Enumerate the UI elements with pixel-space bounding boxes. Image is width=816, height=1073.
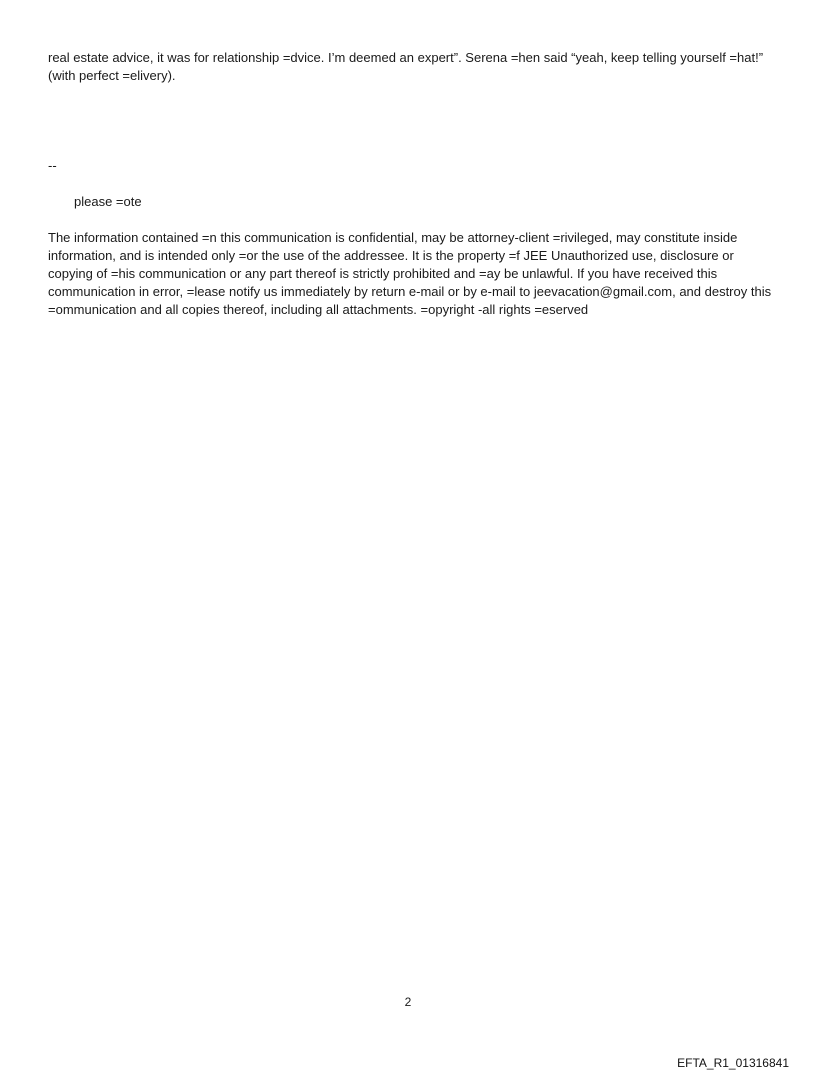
note-line: please =ote — [74, 194, 142, 209]
signature-separator: -- — [48, 158, 57, 173]
document-id-stamp: EFTA_R1_01316841 — [677, 1056, 789, 1070]
continuation-paragraph: real estate advice, it was for relationship =dvice. I’m deemed an expert”. Serena =hen said “yeah, keep telling yourself =hat!” (with perfect =elivery). — [48, 50, 764, 83]
confidentiality-disclaimer: The information contained =n this communication is confidential, may be attorney-client =rivileged, may constitute inside information, and is intended only =or the use of the addressee. It is the property =f JEE Unauthorized use, disclosure or copying of =his communication or any part thereof is strictly prohibited and =ay be unlawful. If you have received this communication in error, =lease notify us immediately by return e-mail or by e-mail to jeevacation@gmail.com, and destroy this =ommunication and all copies thereof, including all attachments. =opyright -all rights =eserved — [48, 230, 772, 317]
page-number: 2 — [404, 995, 412, 1009]
